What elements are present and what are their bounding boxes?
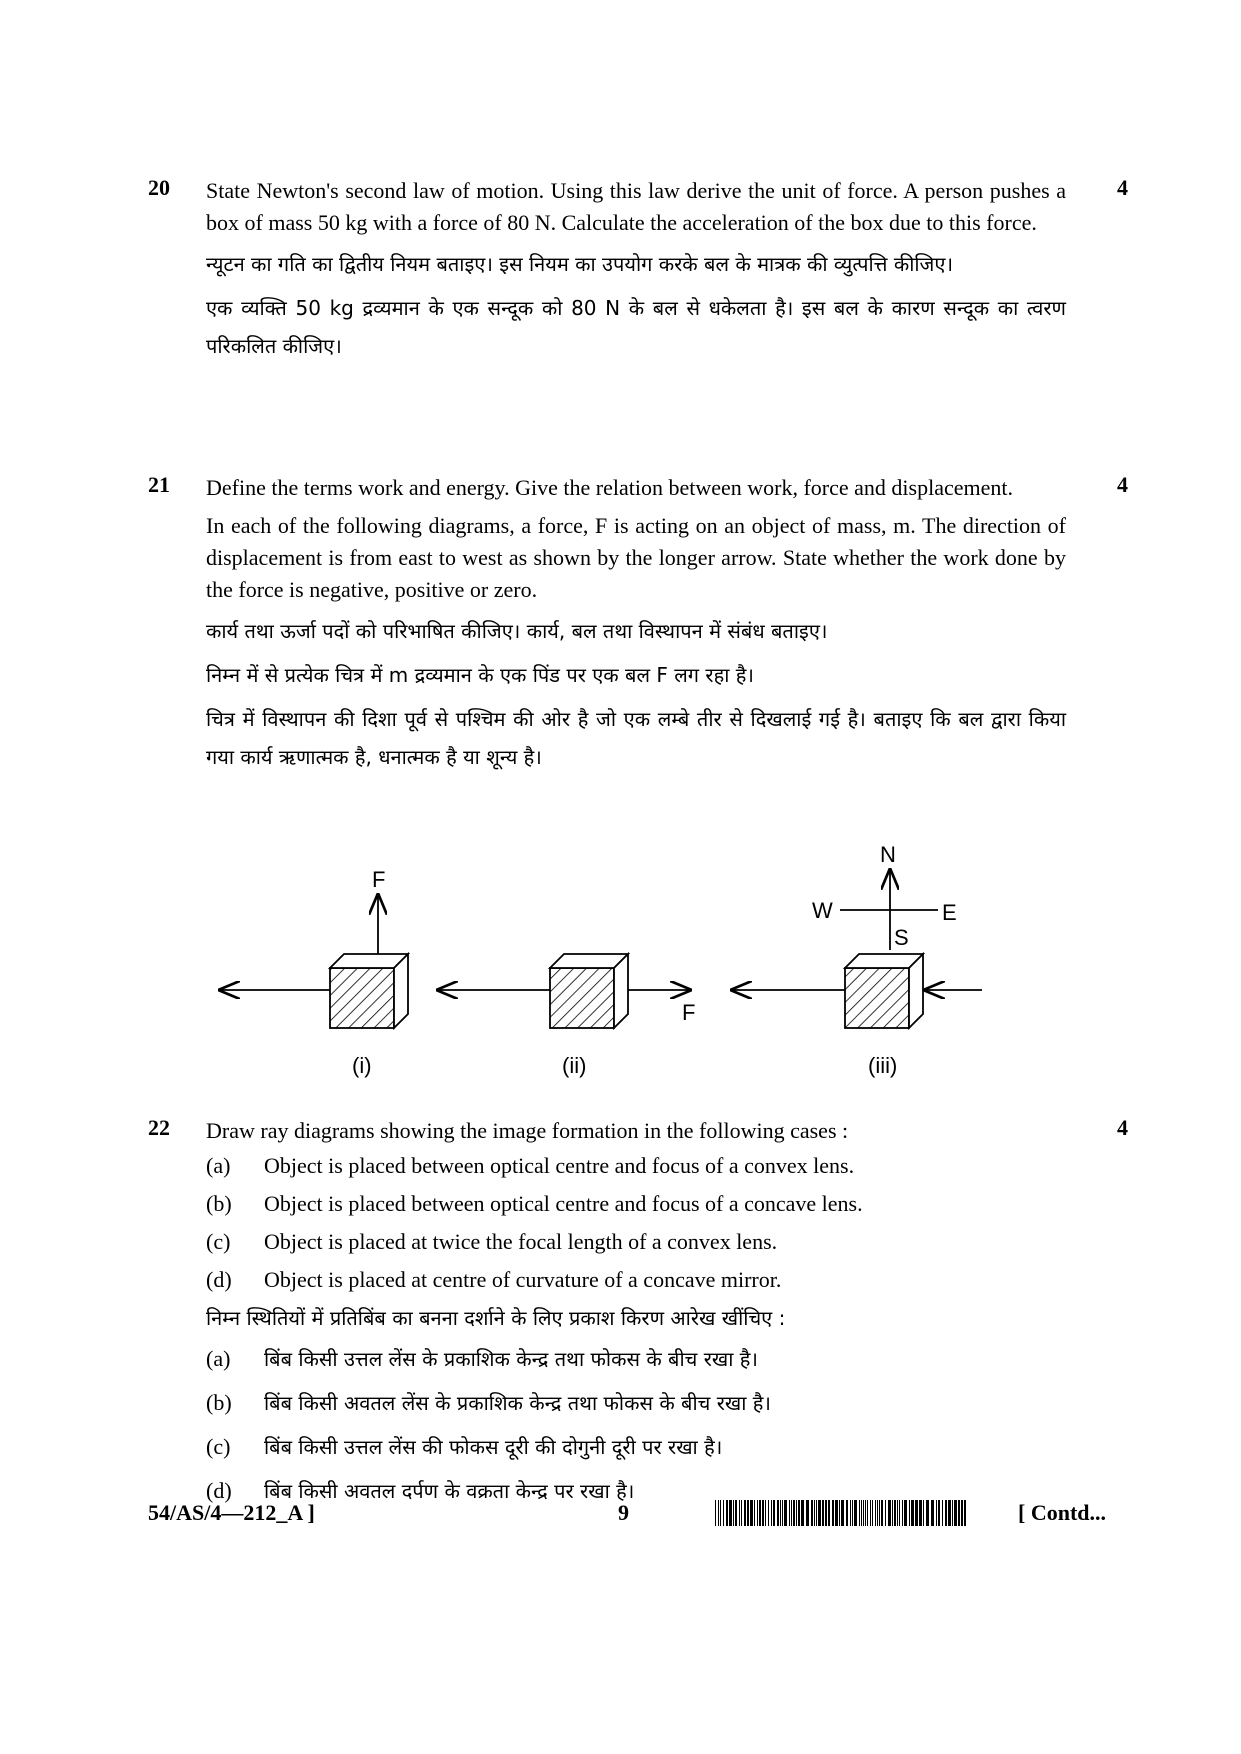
question-text-hindi: न्यूटन का गति का द्वितीय नियम बताइए। इस नियम का उपयोग करके बल के मात्रक की व्युत्पत्ति कीजिए। — [206, 252, 954, 276]
box — [845, 954, 923, 1028]
question-number: 21 — [148, 472, 170, 497]
question-text-english: State Newton's second law of motion. Using this law derive the unit of force. A person pushes a box of mass 50 kg with a force of 80 N. Calculate the acceleration of the box due to this force. — [206, 178, 1066, 235]
diagram-caption: (iii) — [868, 1053, 898, 1078]
diagram-caption: (i) — [352, 1053, 372, 1078]
question-marks: 4 — [1117, 175, 1128, 200]
question-marks: 4 — [1117, 1115, 1128, 1140]
english-item-list — [206, 1147, 1066, 1299]
question-22 — [148, 1115, 1128, 1513]
question-text-hindi: एक व्यक्ति 50 kg द्रव्यमान के एक सन्दूक को 80 N के बल से धकेलता है। इस बल के कारण सन्दूक का त्वरण परिकलित कीजिए। — [206, 296, 1066, 358]
paper-code: 54/AS/4—212_A ] — [148, 1500, 315, 1525]
force-label: F — [372, 867, 386, 892]
question-text-english: In each of the following diagrams, a force, F is acting on an object of mass, m. The direction of displacement is from east to west as shown by the longer arrow. State whether the work done by the force is negative, positive or zero. — [206, 513, 1066, 602]
list-item — [206, 1261, 1066, 1299]
compass-north: N — [880, 842, 896, 867]
item-label: (a) — [206, 1346, 231, 1371]
item-text: बिंब किसी उत्तल लेंस की फोकस दूरी की दोगुनी दूरी पर रखा है। — [264, 1435, 723, 1459]
diagram-i — [220, 867, 408, 1078]
item-label: (b) — [206, 1191, 232, 1216]
item-text: Object is placed between optical centre and focus of a convex lens. — [264, 1153, 855, 1178]
question-text-hindi: चित्र में विस्थापन की दिशा पूर्व से पश्चिम की ओर है जो एक लम्बे तीर से दिखलाई गई है। बताइए कि बल द्वारा किया गया कार्य ऋणात्मक है, धनात्मक है या शून्य है। — [206, 707, 1066, 769]
list-item — [206, 1381, 1066, 1425]
page-number: 9 — [618, 1500, 629, 1525]
item-text: Object is placed between optical centre and focus of a concave lens. — [264, 1191, 863, 1216]
diagram-caption: (ii) — [562, 1053, 587, 1078]
work-force-diagram — [210, 835, 1010, 1090]
item-label: (c) — [206, 1229, 231, 1254]
barcode — [715, 1500, 970, 1526]
diagram-ii — [438, 954, 695, 1078]
compass-east: E — [942, 900, 957, 925]
diagram-iii — [732, 842, 982, 1078]
item-label: (d) — [206, 1267, 232, 1292]
question-text-hindi: कार्य तथा ऊर्जा पदों को परिभाषित कीजिए। कार्य, बल तथा विस्थापन में संबंध बताइए। — [206, 619, 828, 643]
item-text: बिंब किसी उत्तल लेंस के प्रकाशिक केन्द्र तथा फोकस के बीच रखा है। — [264, 1347, 758, 1371]
item-label: (b) — [206, 1390, 232, 1415]
question-text-hindi: निम्न स्थितियों में प्रतिबिंब का बनना दर्शाने के लिए प्रकाश किरण आरेख खींचिए : — [206, 1306, 786, 1330]
question-marks: 4 — [1117, 472, 1128, 497]
question-text-english: Define the terms work and energy. Give the relation between work, force and displacement. — [206, 475, 1013, 500]
list-item — [206, 1337, 1066, 1381]
question-text-hindi: निम्न में से प्रत्येक चित्र में m द्रव्यमान के एक पिंड पर एक बल F लग रहा है। — [206, 663, 754, 687]
list-item — [206, 1147, 1066, 1185]
box — [550, 954, 628, 1028]
item-text: बिंब किसी अवतल लेंस के प्रकाशिक केन्द्र तथा फोकस के बीच रखा है। — [264, 1391, 771, 1415]
list-item — [206, 1185, 1066, 1223]
compass-rose — [812, 842, 957, 950]
item-text: Object is placed at twice the focal length of a convex lens. — [264, 1229, 778, 1254]
question-number: 20 — [148, 175, 170, 200]
item-label: (c) — [206, 1434, 231, 1459]
item-text: बिंब किसी अवतल दर्पण के वक्रता केन्द्र पर रखा है। — [264, 1479, 635, 1503]
item-text: Object is placed at centre of curvature of a concave mirror. — [264, 1267, 782, 1292]
question-text-english: Draw ray diagrams showing the image formation in the following cases : — [206, 1118, 849, 1143]
list-item — [206, 1425, 1066, 1469]
question-21 — [148, 472, 1128, 776]
force-label: F — [682, 1000, 696, 1025]
compass-south: S — [894, 925, 909, 950]
item-label: (a) — [206, 1153, 231, 1178]
question-number: 22 — [148, 1115, 170, 1140]
list-item — [206, 1223, 1066, 1261]
item-label: (d) — [206, 1478, 232, 1503]
question-20 — [148, 175, 1128, 365]
continued-marker: [ Contd... — [1018, 1500, 1107, 1525]
box — [330, 954, 408, 1028]
compass-west: W — [812, 898, 833, 923]
hindi-item-list — [206, 1337, 1066, 1513]
